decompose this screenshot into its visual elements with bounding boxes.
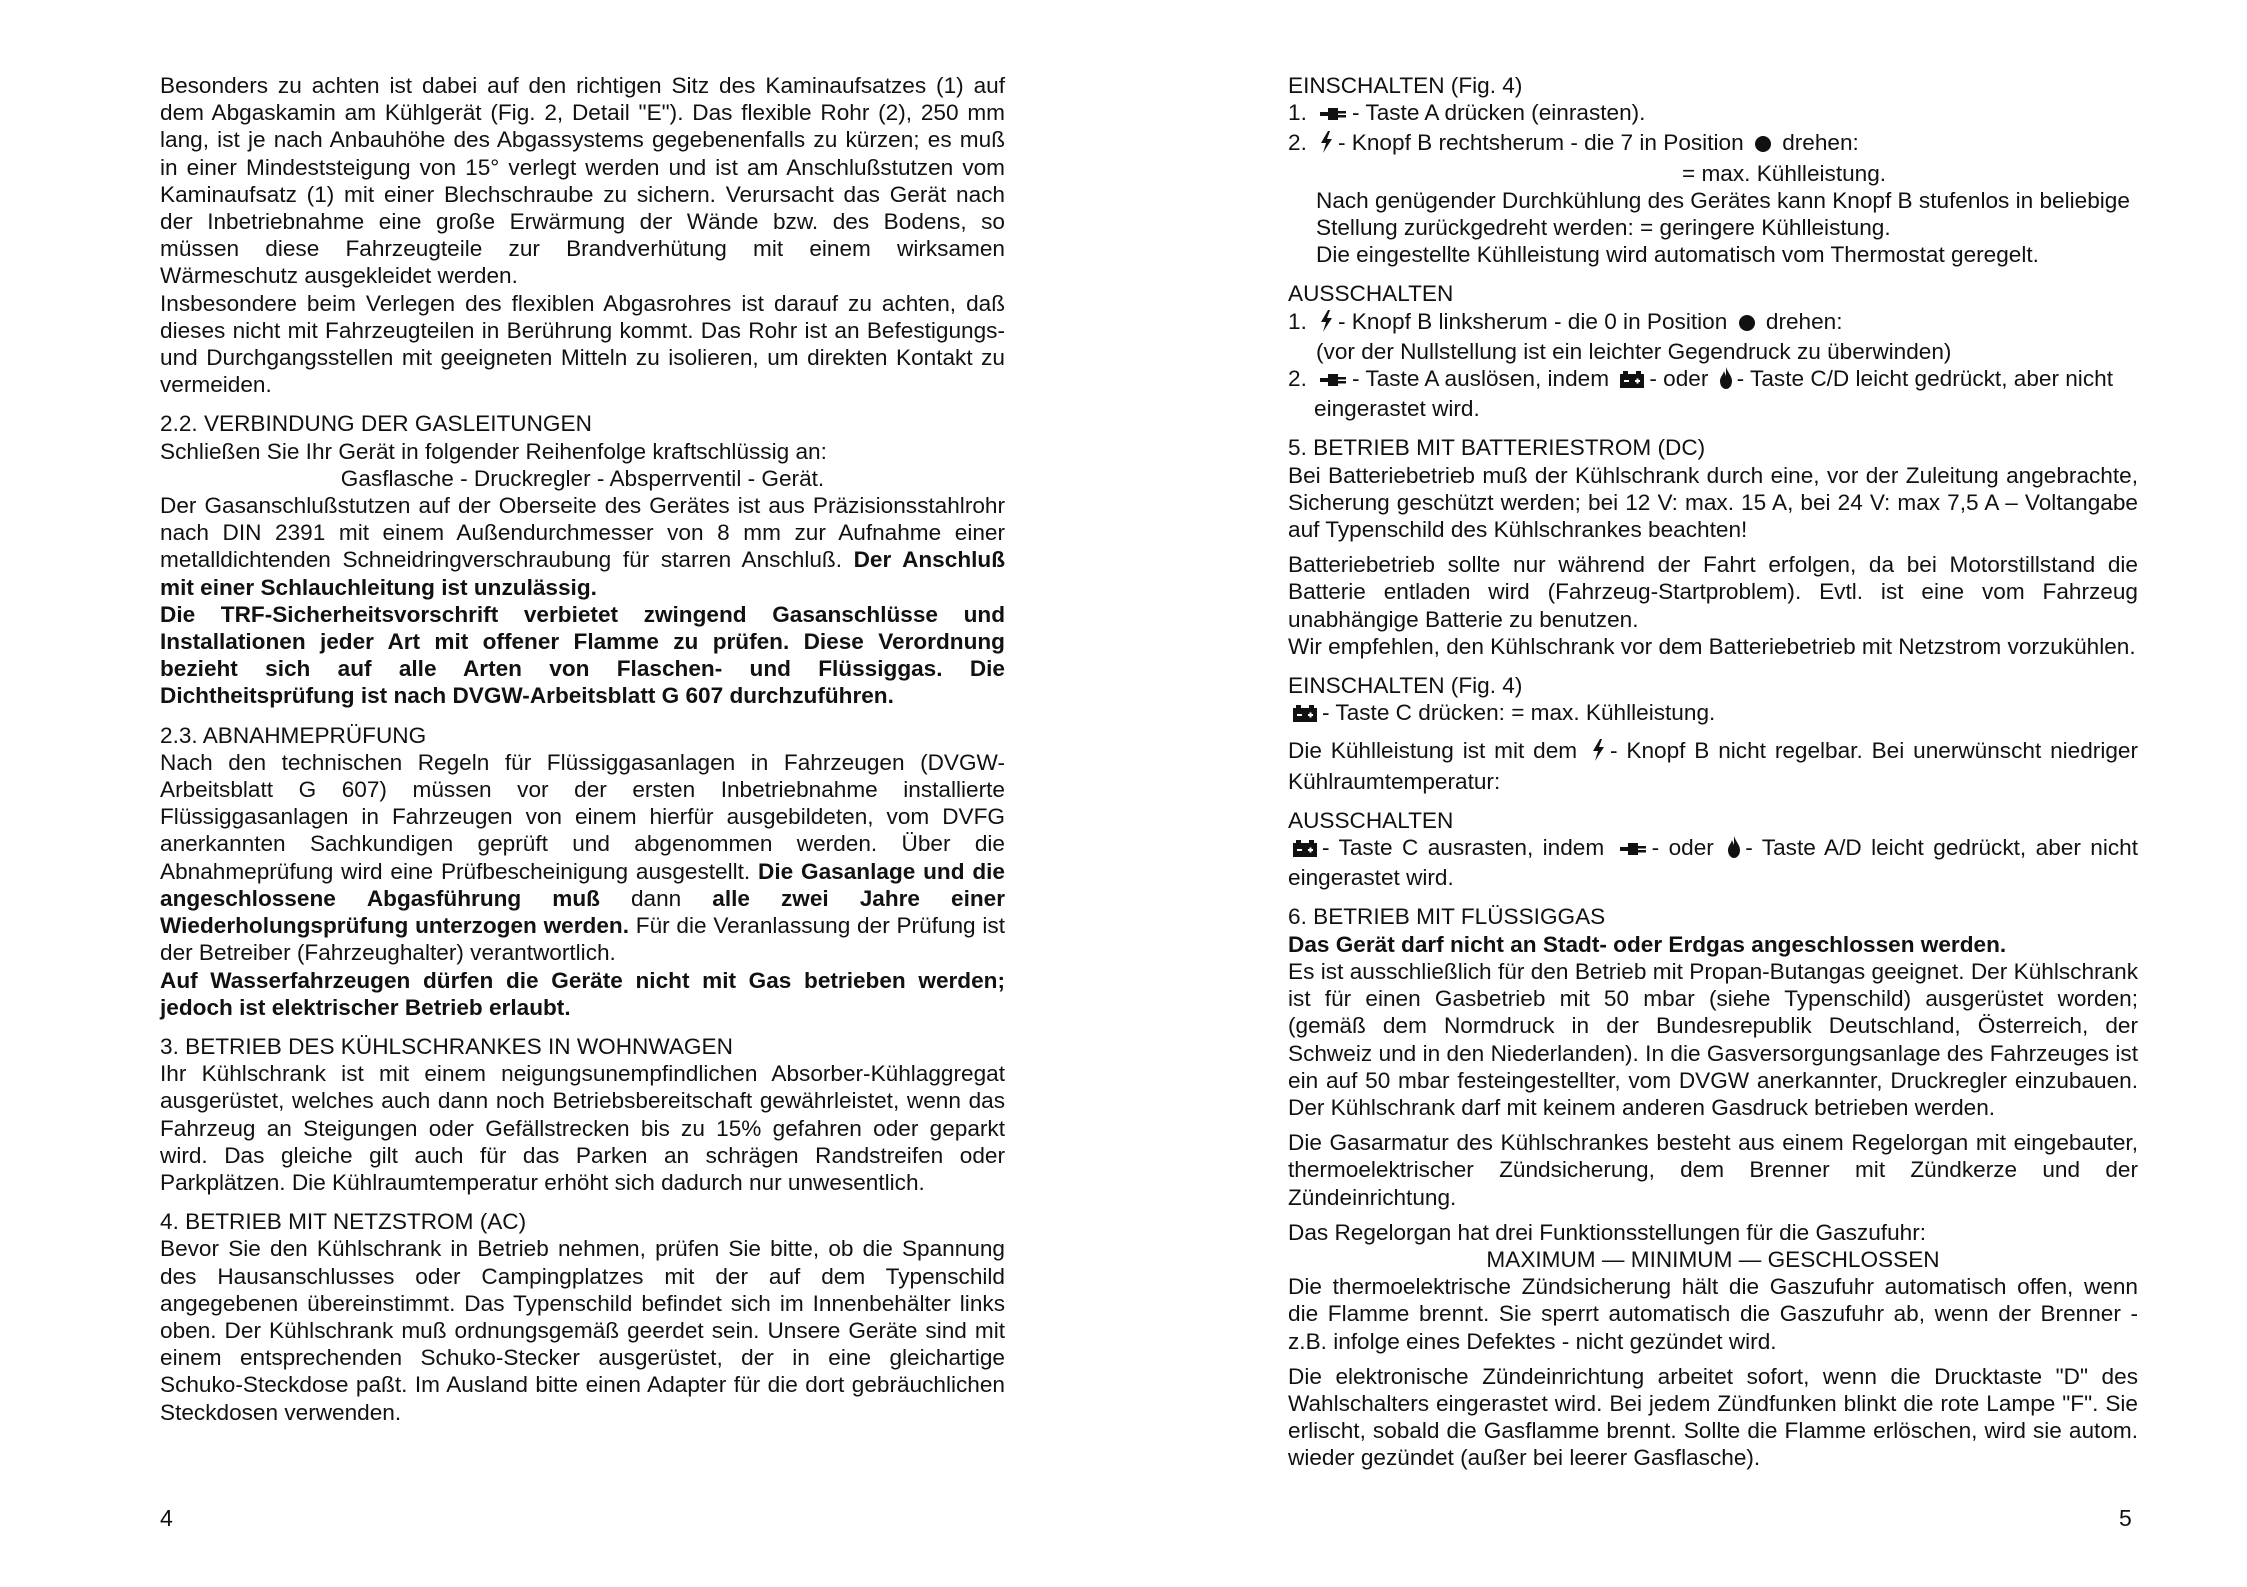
- subheading-ausschalten: AUSSCHALTEN: [1288, 807, 1454, 833]
- bold-warning: Die TRF-Sicherheitsvorschrift verbietet zwingend Gasanschlüsse und Installationen jeder Art mit offener Flamme zu prüfen. Diese Verordnung bezieht sich auf alle Arten von Flaschen- und Flüssiggas. Die Dichtheitsprüfung ist nach DVGW-Arbeitsblatt G 607 durchzuführen.: [160, 601, 1005, 709]
- paragraph: Die thermoelektrische Zündsicherung hält die Gaszufuhr automatisch offen, wenn die Flamme brennt. Sie sperrt automatisch die Gaszufuhr ab, wenn der Brenner - z.B. infolge eines Defektes - nicht gezündet wird.: [1288, 1274, 2138, 1354]
- bold-text: Abgasführung muß: [366, 885, 600, 911]
- paragraph: - Taste C ausrasten, indem - oder - Taste A/D leicht gedrückt, aber nicht eingerastet wird.: [1288, 835, 2139, 891]
- battery-icon: [1292, 702, 1318, 729]
- text: Der Gasanschlußstutzen auf der Oberseite des Gerätes ist aus Präzisionsstahlrohr nach DIN 2391 mit einem Außendurchmesser von 8 mm zur Aufnahme einer metalldichtenden Schneidringverschraubung für starren Anschluß.: [160, 493, 1005, 573]
- subheading-einschalten: EINSCHALTEN (Fig. 4): [1288, 673, 1523, 699]
- paragraph: Die eingestellte Kühlleistung wird automatisch vom Thermostat geregelt.: [1316, 242, 2039, 268]
- plug-icon: [1318, 102, 1348, 129]
- page-left: [0, 0, 1123, 1587]
- step-number: 1.: [1288, 308, 1307, 334]
- flame-icon: [1719, 367, 1733, 395]
- step-text: - Knopf B linksherum - die 0 in Position drehen:: [1314, 308, 2138, 338]
- step-2: [1288, 365, 2138, 422]
- paragraph: Insbesondere beim Verlegen des flexiblen Abgasrohres ist darauf zu achten, daß dieses nicht mit Fahrzeugteilen in Berührung kommt. Das Rohr ist an Befestigungs- und Durchgangsstellen mit geeigneten Mitteln zu isolieren, um direkten Kontakt zu vermeiden.: [160, 290, 1005, 398]
- paragraph: [160, 749, 1005, 967]
- paragraph: Die elektronische Zündeinrichtung arbeitet sofort, wenn die Drucktaste "D" des Wahlschalters eingerastet wird. Bei jedem Zündfunken blinkt die rote Lampe "F". Sie erlischt, sobald die Gasflamme brennt. Sollte die Flamme erlöschen, wird sie autom. wieder gezündet (außer bei leerer Gasflasche).: [1288, 1363, 2138, 1471]
- step-number: 1.: [1288, 100, 1307, 126]
- paragraph: Bevor Sie den Kühlschrank in Betrieb nehmen, prüfen Sie bitte, ob die Spannung des Hausanschlusses oder Campingplatzes mit der auf dem Typenschild angegebenen übereinstimmt. Das Typenschild befindet sich im Innenbehälter links oben. Der Kühlschrank muß ordnungsgemäß geerdet sein. Unsere Geräte sind mit einem entsprechenden Schuko-Stecker ausgerüstet, der in eine gleichartige Schuko-Steckdose paßt. Im Ausland bitte einen Adapter für die dort gebräuchlichen Steckdosen verwenden.: [160, 1236, 1005, 1425]
- section-heading-2-3: 2.3. ABNAHMEPRÜFUNG: [160, 722, 427, 748]
- dot-icon: [1754, 132, 1772, 159]
- gas-chain: Gasflasche - Druckregler - Absperrventil - Gerät.: [340, 465, 825, 491]
- bold-warning: Auf Wasserfahrzeugen dürfen die Geräte nicht mit Gas betrieben werden; jedoch ist elektrischer Betrieb erlaubt.: [160, 967, 1005, 1020]
- paragraph: Die Gasarmatur des Kühlschrankes besteht aus einem Regelorgan mit eingebauter, thermoelektrischer Zündsicherung, dem Brenner mit Zündkerze und der Zündeinrichtung.: [1288, 1130, 2138, 1210]
- paragraph: Bei Batteriebetrieb muß der Kühlschrank durch eine, vor der Zuleitung angebrachte, Sicherung geschützt werden; bei 12 V: max. 15 A, bei 24 V: max 7,5 A – Voltangabe auf Typenschild des Kühlschrankes beachten!: [1288, 462, 2138, 543]
- step-text: - Taste A auslösen, indem - oder - Taste C/D leicht gedrückt, aber nicht eingerastet wird.: [1314, 366, 2113, 422]
- page-number: 5: [2119, 1505, 2132, 1531]
- section-heading-6: 6. BETRIEB MIT FLÜSSIGGAS: [1288, 904, 1606, 930]
- text: Nach den technischen Regeln für Flüssiggasanlagen in Fahrzeugen (DVGW-Arbeitsblatt G 607) müssen vor der ersten Inbetriebnahme installierte Flüssiggasanlagen in Fahrzeugen von einem hierfür ausgebildeten, vom DVFG anerkannten Sachkundigen geprüft und abgenommen werden. Über die Abnahmeprüfung wird eine Prüfbescheinigung ausgestellt.: [160, 749, 1005, 884]
- paragraph: Schließen Sie Ihr Gerät in folgender Reihenfolge kraftschlüssig an:: [160, 438, 827, 464]
- flame-icon: [1727, 836, 1741, 864]
- max-cooling-note: = max. Kühlleistung.: [1682, 160, 1887, 186]
- step-number: 2.: [1288, 130, 1307, 156]
- lightning-icon: [1590, 739, 1606, 767]
- paragraph: Ihr Kühlschrank ist mit einem neigungsunempfindlichen Absorber-Kühlaggregat ausgerüstet, welches auch dann noch Betriebsbereitschaft gewährleistet, wenn das Fahrzeug an Steigungen oder Gefällstrecken bis zu 15% gefahren oder geparkt wird. Das gleiche gilt auch für das Parken an schrägen Randstreifen oder Parkplätzen. Die Kühlraumtemperatur erhöht sich dadurch nur unwesentlich.: [160, 1061, 1005, 1195]
- text: dann: [630, 885, 682, 911]
- left-column: [160, 72, 1005, 1426]
- paragraph: Das Regelorgan hat drei Funktionsstellungen für die Gaszufuhr:: [1288, 1219, 1927, 1245]
- gas-positions: MAXIMUM — MINIMUM — GESCHLOSSEN: [1486, 1246, 1940, 1272]
- section-heading-4: 4. BETRIEB MIT NETZSTROM (AC): [160, 1209, 527, 1235]
- battery-icon: [1619, 368, 1645, 395]
- paragraph: Wir empfehlen, den Kühlschrank vor dem Batteriebetrieb mit Netzstrom vorzukühlen.: [1288, 633, 2136, 659]
- section-heading-5: 5. BETRIEB MIT BATTERIESTROM (DC): [1288, 435, 1706, 461]
- paragraph: [160, 492, 1005, 601]
- step-2: [1288, 129, 2138, 159]
- page-number: 4: [160, 1505, 173, 1531]
- paragraph: Besonders zu achten ist dabei auf den richtigen Sitz des Kaminaufsatzes (1) auf dem Abgaskamin am Kühlgerät (Fig. 2, Detail "E"). Das flexible Rohr (2), 250 mm lang, ist je nach Anbauhöhe des Abgassystems gegebenenfalls zu kürzen; es muß in einer Mindeststeigung von 15° verlegt werden und ist am Anschlußstutzen vom Kaminaufsatz (1) mit einer Blechschraube zu sichern. Verursacht das Gerät nach der Inbetriebnahme eine große Erwärmung der Wände bzw. des Bodens, so müssen diese Fahrzeugteile zur Brandverhütung mit einem wirksamen Wärmeschutz ausgekleidet werden.: [160, 73, 1005, 289]
- step-number: 2.: [1288, 366, 1307, 392]
- battery-icon: [1292, 837, 1318, 864]
- paragraph: - Taste C drücken: = max. Kühlleistung.: [1288, 699, 2138, 729]
- lightning-icon: [1318, 131, 1334, 159]
- step-text: - Taste A drücken (einrasten).: [1314, 99, 2138, 129]
- step-1: [1288, 308, 2138, 338]
- step-text: - Knopf B rechtsherum - die 7 in Position drehen:: [1314, 129, 2138, 159]
- bold-text: Die Gasanlage und die angeschlossene: [160, 858, 1005, 911]
- section-heading-2-2: 2.2. VERBINDUNG DER GASLEITUNGEN: [160, 411, 592, 437]
- plug-icon: [1318, 368, 1348, 395]
- subheading-ausschalten: AUSSCHALTEN: [1288, 281, 1454, 307]
- paragraph: Nach genügender Durchkühlung des Gerätes kann Knopf B stufenlos in beliebige Stellung zurückgedreht werden: = geringere Kühlleistung.: [1316, 187, 2130, 241]
- step-1: [1288, 99, 2138, 129]
- bold-warning: Der Anschluß mit einer Schlauchleitung ist unzulässig.: [160, 547, 1005, 600]
- paragraph: (vor der Nullstellung ist ein leichter Gegendruck zu überwinden): [1316, 338, 1952, 364]
- bold-warning: Das Gerät darf nicht an Stadt- oder Erdgas angeschlossen werden.: [1288, 931, 2007, 957]
- dot-icon: [1738, 311, 1756, 338]
- page-right: [1124, 0, 2247, 1587]
- paragraph: Es ist ausschließlich für den Betrieb mit Propan-Butangas geeignet. Der Kühlschrank ist für einen Gasbetrieb mit 50 mbar (siehe Typenschild) ausgerüstet worden; (gemäß dem Normdruck in der Bundesrepublik Deutschland, Österreich, der Schweiz und in den Niederlanden). In die Gasversorgungsanlage des Fahrzeuges ist ein auf 50 mbar festeingestellter, vom DVGW anerkannter, Druckregler einzubauen. Der Kühlschrank darf mit keinem anderen Gasdruck betrieben werden.: [1288, 958, 2138, 1120]
- subheading-einschalten: EINSCHALTEN (Fig. 4): [1288, 73, 1523, 98]
- section-heading-3: 3. BETRIEB DES KÜHLSCHRANKES IN WOHNWAGEN: [160, 1033, 733, 1059]
- plug-icon: [1618, 837, 1648, 864]
- paragraph: Batteriebetrieb sollte nur während der Fahrt erfolgen, da bei Motorstillstand die Batterie entladen wird (Fahrzeug-Startproblem). Evtl. ist eine vom Fahrzeug unabhängige Batterie zu benutzen.: [1288, 552, 2138, 632]
- paragraph: Die Kühlleistung ist mit dem - Knopf B nicht regelbar. Bei unerwünscht niedriger Kühlraumtemperatur:: [1288, 738, 2139, 794]
- lightning-icon: [1318, 310, 1334, 338]
- right-column: [1288, 72, 2138, 1472]
- text: Für die Veranlassung der Prüfung ist der Betreiber (Fahrzeughalter) verantwortlich.: [160, 913, 1005, 966]
- bold-text: alle zwei Jahre einer Wiederholungsprüfung unterzogen werden.: [160, 885, 1006, 939]
